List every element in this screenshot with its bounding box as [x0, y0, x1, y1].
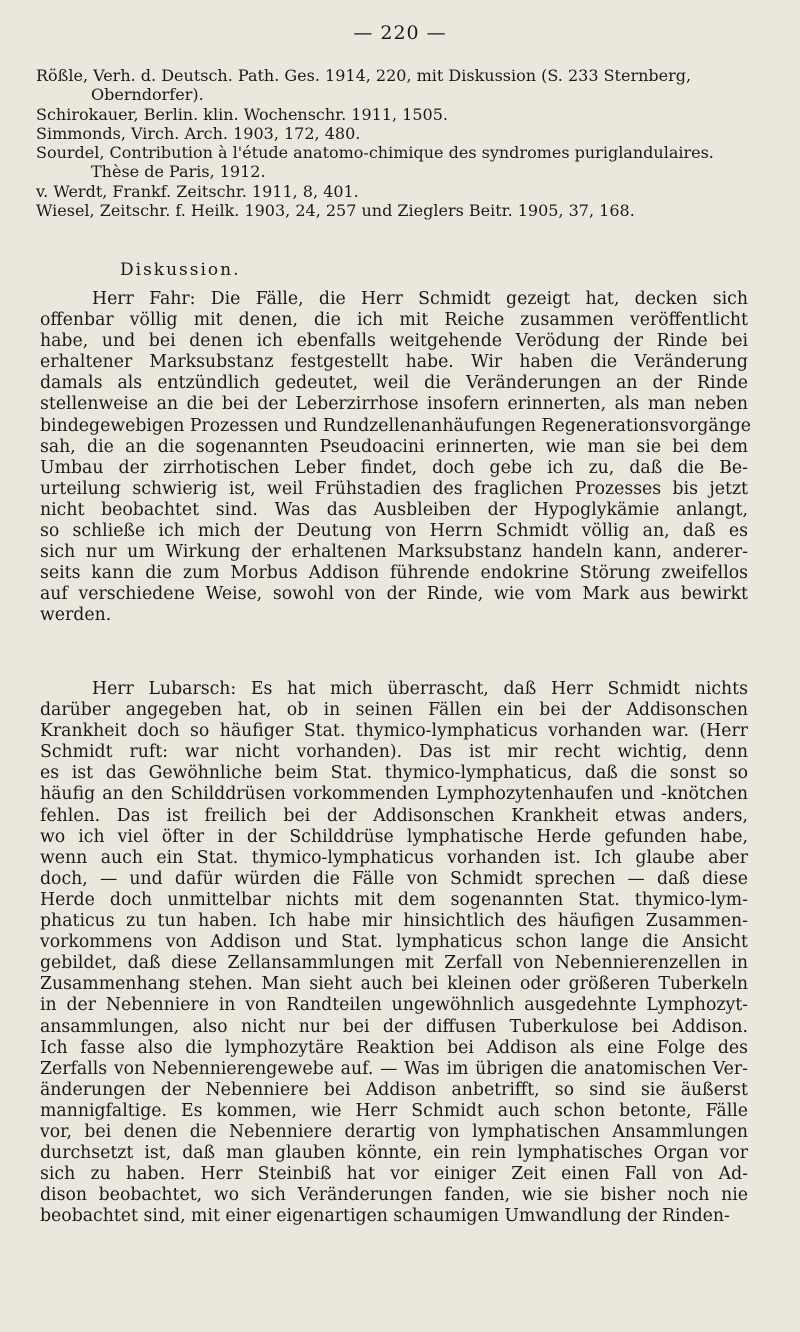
text-line: sah, die an die sogenannten Pseudoacini erinnerten, wie man sie bei dem [40, 436, 748, 457]
text-line: stellenweise an die bei der Leberzirrhose insofern erinnerten, als man neben [40, 394, 748, 415]
reference-entry: Wiesel, Zeitschr. f. Heilk. 1903, 24, 257 und Zieglers Beitr. 1905, 37, 168. [36, 201, 635, 221]
text-line: wenn auch ein Stat. thymico-lymphaticus vorhanden ist. Ich glaube aber [40, 847, 748, 868]
discussion-paragraph-fahr [40, 289, 752, 627]
text-line: beobachtet sind, mit einer eigenartigen schaumigen Umwandlung der Rinden- [40, 1206, 730, 1227]
text-line: in der Nebenniere in von Randteilen ungewöhnlich ausgedehnte Lymphozyt- [40, 995, 748, 1016]
text-line: häufig an den Schilddrüsen vorkommenden Lymphozytenhaufen und -knötchen [40, 784, 748, 805]
text-line: damals als entzündlich gedeutet, weil die Veränderungen an der Rinde [40, 373, 748, 394]
reference-entry: Oberndorfer). [91, 85, 204, 105]
reference-entry: Simmonds, Virch. Arch. 1903, 172, 480. [36, 123, 361, 143]
text-line: nicht beobachtet sind. Was das Ausbleiben der Hypoglykämie anlangt, [40, 499, 748, 520]
text-line: ansammlungen, also nicht nur bei der diffusen Tuberkulose bei Addison. [40, 1016, 748, 1037]
text-line: werden. [40, 605, 112, 626]
text-line: bindegewebigen Prozessen und Rundzellenanhäufungen Regenerationsvorgänge [40, 415, 752, 436]
text-line: wo ich viel öfter in der Schilddrüse lymphatische Herde gefunden habe, [40, 826, 748, 847]
text-line: seits kann die zum Morbus Addison führende endokrine Störung zweifellos [40, 563, 748, 584]
text-line: sich nur um Wirkung der erhaltenen Marksubstanz handeln kann, anderer- [40, 542, 748, 563]
text-line: erhaltener Marksubstanz festgestellt habe. Wir haben die Veränderung [40, 352, 748, 373]
discussion-paragraph-lubarsch [40, 679, 748, 1227]
text-line: Zerfalls von Nebennierengewebe auf. — Was im übrigen die anatomischen Ver- [40, 1058, 748, 1079]
text-line: habe, und bei denen ich ebenfalls weitgehende Verödung der Rinde bei [40, 331, 748, 352]
reference-entry: Thèse de Paris, 1912. [91, 162, 266, 182]
text-line: änderungen der Nebenniere bei Addison anbetrifft, so sind sie äußerst [40, 1079, 748, 1100]
text-line: Schmidt ruft: war nicht vorhanden). Das ist mir recht wichtig, denn [40, 742, 748, 763]
text-line: durchsetzt ist, daß man glauben könnte, ein rein lymphatisches Organ vor [40, 1143, 748, 1164]
text-line: vor, bei denen die Nebenniere derartig von lymphatischen Ansammlungen [40, 1121, 748, 1142]
text-line: dison beobachtet, wo sich Veränderungen fanden, wie sie bisher noch nie [40, 1185, 748, 1206]
reference-entry: v. Werdt, Frankf. Zeitschr. 1911, 8, 401. [36, 181, 359, 201]
text-line: urteilung schwierig ist, weil Frühstadien des fraglichen Prozesses bis jetzt [40, 478, 748, 499]
text-line: fehlen. Das ist freilich bei der Addisonschen Krankheit etwas anders, [40, 805, 748, 826]
text-line: so schließe ich mich der Deutung von Herrn Schmidt völlig an, daß es [40, 521, 748, 542]
text-line: es ist das Gewöhnliche beim Stat. thymico-lymphaticus, daß die sonst so [40, 763, 748, 784]
reference-list [36, 66, 764, 220]
section-heading: Diskussion. [120, 260, 241, 280]
reference-entry: Sourdel, Contribution à l'étude anatomo-chimique des syndromes puriglandulaires. [36, 143, 714, 163]
text-line: doch, — und dafür würden die Fälle von Schmidt sprechen — daß diese [40, 868, 748, 889]
text-line: Zusammenhang stehen. Man sieht auch bei kleinen oder größeren Tuberkeln [40, 974, 748, 995]
page-number: — 220 — [353, 22, 447, 44]
text-line: Herde doch unmittelbar nichts mit dem sogenannten Stat. thymico-lym- [40, 889, 748, 910]
text-line: vorkommens von Addison und Stat. lymphaticus schon lange die Ansicht [40, 932, 748, 953]
text-line: darüber angegeben hat, ob in seinen Fällen ein bei der Addisonschen [40, 700, 748, 721]
text-line: offenbar völlig mit denen, die ich mit Reiche zusammen veröffentlicht [40, 310, 748, 331]
reference-entry: Rößle, Verh. d. Deutsch. Path. Ges. 1914, 220, mit Diskussion (S. 233 Sternberg, [36, 66, 692, 85]
text-line: Ich fasse also die lymphozytäre Reaktion bei Addison als eine Folge des [40, 1037, 748, 1058]
text-line: gebildet, daß diese Zellansammlungen mit Zerfall von Nebennierenzellen in [40, 953, 748, 974]
text-line: Herr Fahr: Die Fälle, die Herr Schmidt gezeigt hat, decken sich [92, 289, 748, 309]
reference-entry: Schirokauer, Berlin. klin. Wochenschr. 1911, 1505. [36, 104, 448, 124]
text-line: phaticus zu tun haben. Ich habe mir hinsichtlich des häufigen Zusammen- [40, 911, 748, 932]
text-line: auf verschiedene Weise, sowohl von der Rinde, wie vom Mark aus bewirkt [40, 584, 748, 605]
text-line: Herr Lubarsch: Es hat mich überrascht, daß Herr Schmidt nichts [92, 679, 748, 699]
text-line: Krankheit doch so häufiger Stat. thymico-lymphaticus vorhanden war. (Herr [40, 721, 748, 742]
text-line: Umbau der zirrhotischen Leber findet, doch gebe ich zu, daß die Be- [40, 457, 748, 478]
text-line: sich zu haben. Herr Steinbiß hat vor einiger Zeit einen Fall von Ad- [40, 1164, 748, 1185]
text-line: mannigfaltige. Es kommen, wie Herr Schmidt auch schon betonte, Fälle [40, 1100, 748, 1121]
